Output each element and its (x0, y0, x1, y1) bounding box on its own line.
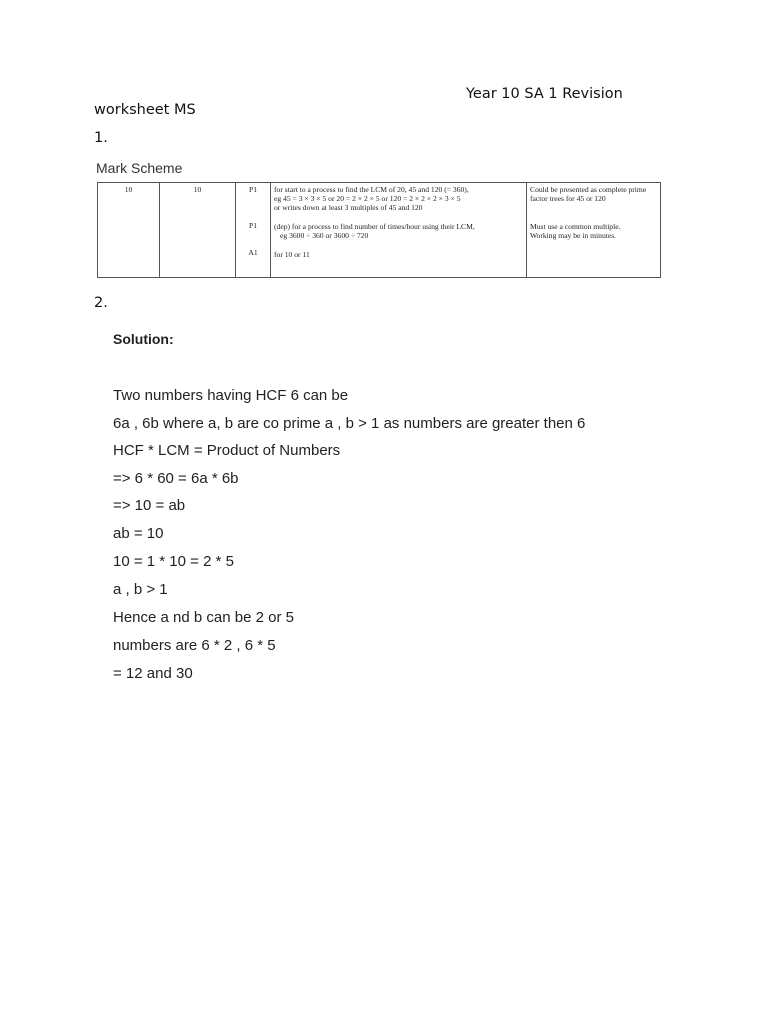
description-line: eg 3600 ÷ 360 or 3600 ÷ 720 (280, 231, 369, 240)
question-1-number: 1. (94, 130, 108, 146)
description-line: for start to a process to find the LCM of 20, 45 and 120 (= 360), (274, 185, 469, 194)
solution-line: numbers are 6 * 2 , 6 * 5 (113, 637, 276, 654)
solution-line: Two numbers having HCF 6 can be (113, 387, 349, 404)
note-line: Must use a common multiple. (530, 222, 621, 231)
answer-cell: 10 (160, 183, 236, 278)
code-a1: A1 (248, 248, 258, 257)
mark-cell: 10 (98, 183, 160, 278)
solution-line: Hence a nd b can be 2 or 5 (113, 609, 294, 626)
description-line: for 10 or 11 (274, 250, 310, 259)
page-title-line-1: Year 10 SA 1 Revision (466, 86, 623, 102)
description-line: or writes down at least 3 multiples of 45 and 120 (274, 203, 423, 212)
note-line: Working may be in minutes. (530, 231, 617, 240)
solution-line: ab = 10 (113, 525, 164, 542)
solution-line: HCF * LCM = Product of Numbers (113, 442, 341, 459)
table-row (98, 183, 661, 278)
description-line: (dep) for a process to find number of times/hour using their LCM, (274, 222, 475, 231)
solution-heading: Solution: (113, 331, 174, 347)
solution-line: = 12 and 30 (113, 665, 193, 682)
note-line: Could be presented as complete prime (530, 185, 647, 194)
mark-scheme-table (97, 182, 661, 278)
code-cell (236, 183, 271, 278)
note-line: factor trees for 45 or 120 (530, 194, 606, 203)
solution-line: 6a , 6b where a, b are co prime a , b > 1 as numbers are greater then 6 (113, 415, 586, 432)
code-p1-first: P1 (248, 185, 258, 194)
solution-line: a , b > 1 (113, 581, 168, 598)
code-p1-second: P1 (248, 221, 258, 230)
notes-cell (527, 183, 661, 278)
page-title-line-2: worksheet MS (94, 102, 196, 118)
mark-scheme-heading: Mark Scheme (96, 160, 183, 176)
solution-line: => 10 = ab (113, 497, 186, 514)
solution-line: => 6 * 60 = 6a * 6b (113, 470, 239, 487)
question-2-number: 2. (94, 295, 108, 311)
description-cell (271, 183, 527, 278)
description-line: eg 45 = 3 × 3 × 5 or 20 = 2 × 2 × 5 or 120 = 2 × 2 × 2 × 3 × 5 (274, 194, 461, 203)
solution-line: 10 = 1 * 10 = 2 * 5 (113, 553, 234, 570)
